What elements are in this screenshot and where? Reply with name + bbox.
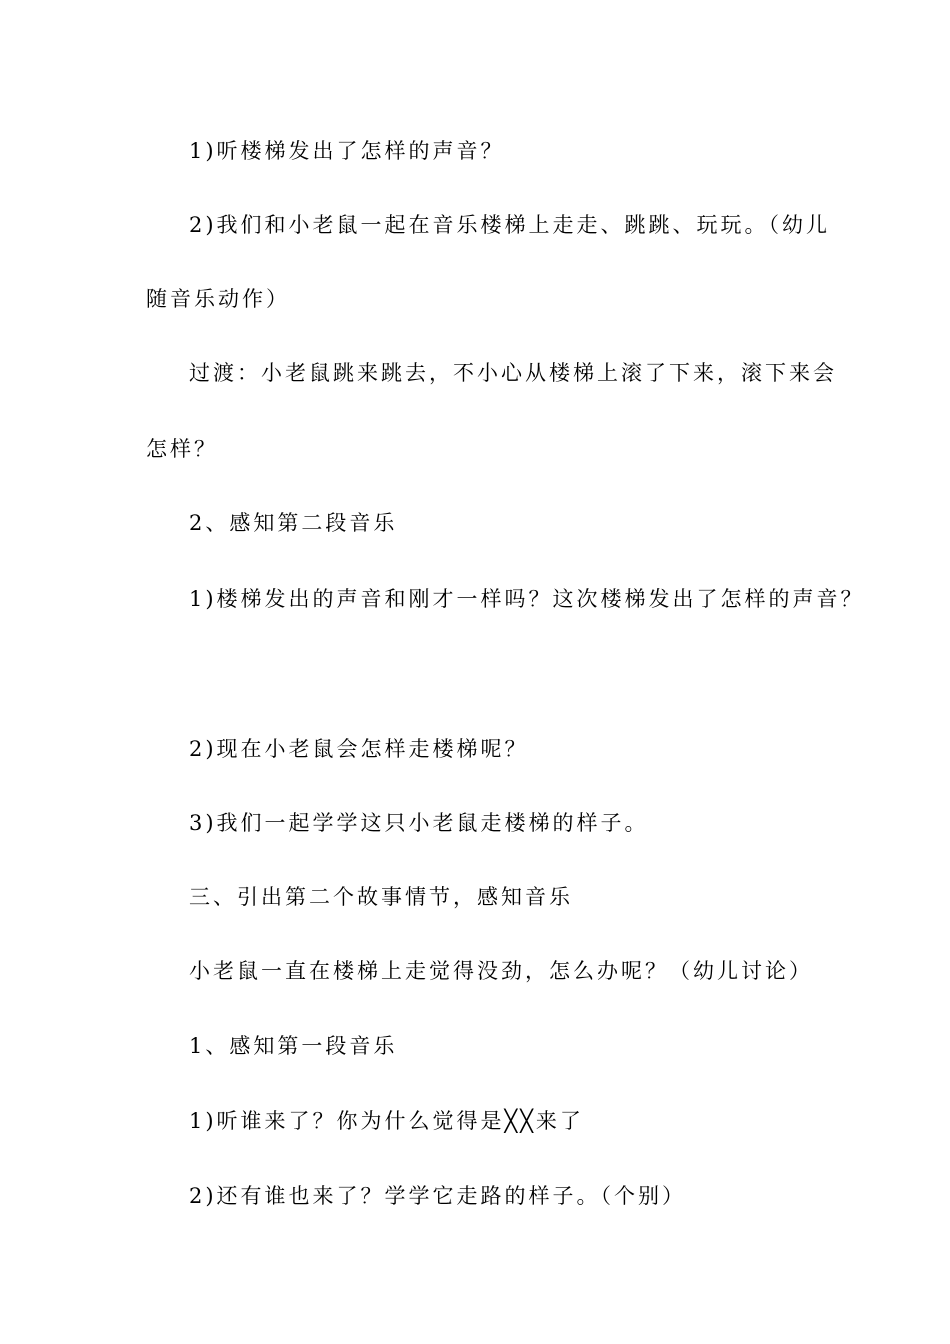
transition-paragraph: 过渡：小老鼠跳来跳去，不小心从楼梯上滚了下来，滚下来会: [189, 361, 837, 385]
section-heading-third: 三、引出第二个故事情节，感知音乐: [189, 885, 573, 909]
activity-walk-on-music-stairs-cont: 随音乐动作）: [146, 287, 290, 311]
transition-paragraph-cont: 怎样？: [146, 437, 218, 461]
question-who-came: 1)听谁来了？你为什么觉得是╳╳来了: [189, 1109, 584, 1133]
question-compare-sound: 1)楼梯发出的声音和刚才一样吗？这次楼梯发出了怎样的声音？: [189, 587, 865, 611]
question-listen-stairs-sound: 1)听楼梯发出了怎样的声音？: [189, 139, 505, 163]
activity-walk-on-music-stairs: 2)我们和小老鼠一起在音乐楼梯上走走、跳跳、玩玩。（幼儿: [189, 213, 831, 237]
section-heading-first-music: 1、感知第一段音乐: [189, 1034, 398, 1058]
section-heading-second-music: 2、感知第二段音乐: [189, 511, 398, 535]
discussion-paragraph: 小老鼠一直在楼梯上走觉得没劲，怎么办呢？（幼儿讨论）: [189, 959, 813, 983]
question-how-mouse-walks: 2)现在小老鼠会怎样走楼梯呢？: [189, 737, 529, 761]
question-who-else-came: 2)还有谁也来了？学学它走路的样子。（个别）: [189, 1184, 687, 1208]
activity-imitate-mouse: 3)我们一起学学这只小老鼠走楼梯的样子。: [189, 811, 649, 835]
